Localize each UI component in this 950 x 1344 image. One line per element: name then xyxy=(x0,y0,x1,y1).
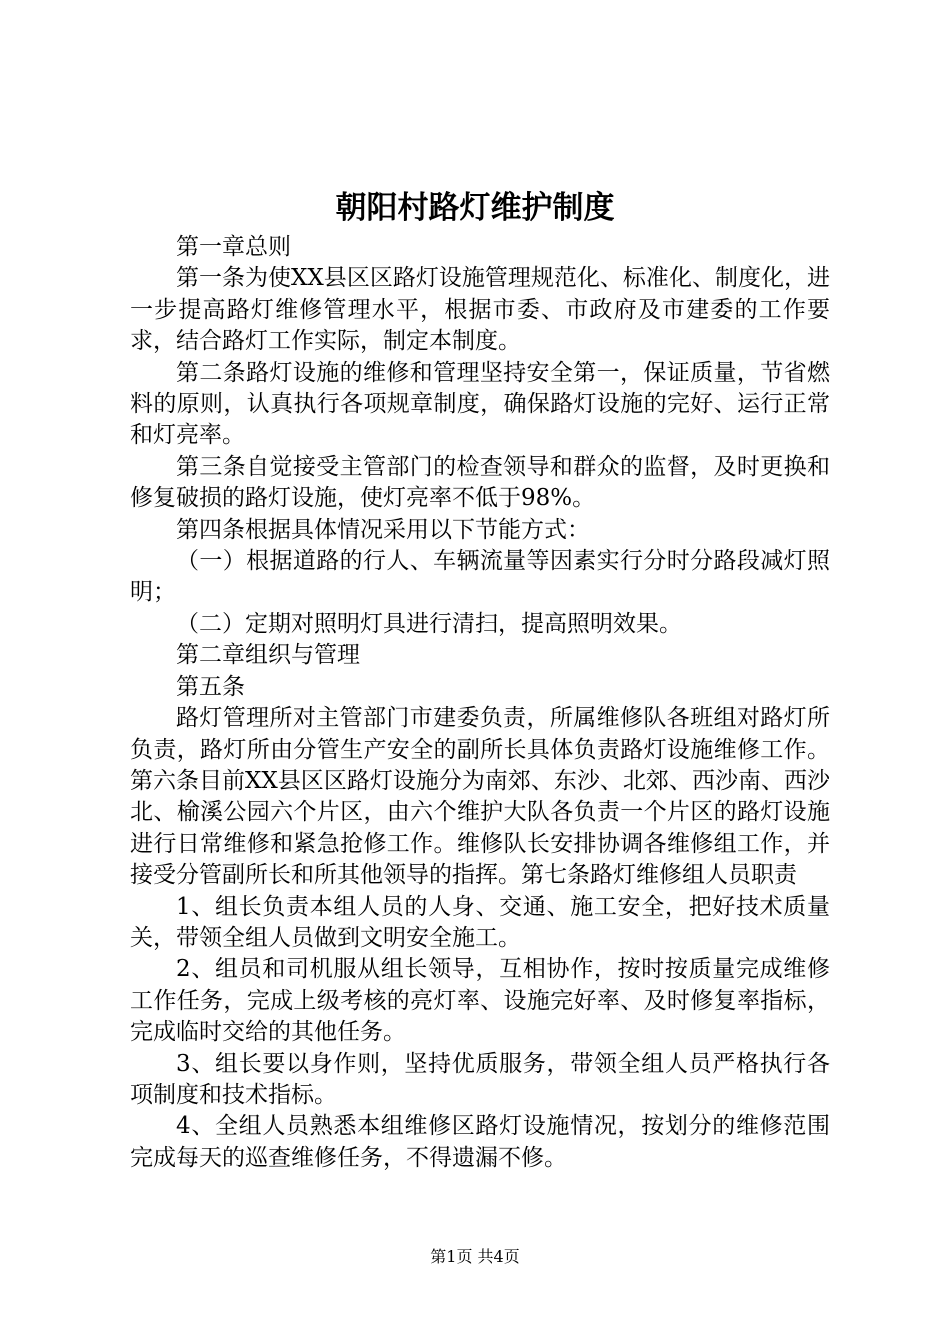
article-paragraph: 第二条路灯设施的维修和管理坚持安全第一，保证质量，节省燃料的原则，认真执行各项规章制度，确保路灯设施的完好、运行正常和灯亮率。 xyxy=(130,359,830,449)
page-number-footer: 第1页 共4页 xyxy=(430,1247,520,1266)
article-paragraph: 路灯管理所对主管部门市建委负责，所属维修队各班组对路灯所负责，路灯所由分管生产安全的副所长具体负责路灯设施维修工作。第六条目前XX县区区路灯设施分为南郊、东沙、北郊、西沙南、西沙北、榆溪公园六个片区，由六个维护大队各负责一个片区的路灯设施进行日常维修和紧急抢修工作。维修队长安排协调各维修组工作，并接受分管副所长和所其他领导的指挥。第七条路灯维修组人员职责 xyxy=(130,705,830,889)
list-item: 1、组长负责本组人员的人身、交通、施工安全，把好技术质量关，带领全组人员做到文明安全施工。 xyxy=(130,893,830,951)
list-item: （二）定期对照明灯具进行清扫，提高照明效果。 xyxy=(176,610,682,637)
article-paragraph: 第四条根据具体情况采用以下节能方式： xyxy=(176,516,590,543)
list-item: 4、全组人员熟悉本组维修区路灯设施情况，按划分的维修范围完成每天的巡查维修任务，不得遗漏不修。 xyxy=(130,1113,830,1171)
document-title: 朝阳村路灯维护制度 xyxy=(335,190,615,226)
list-item: （一）根据道路的行人、车辆流量等因素实行分时分路段减灯照明； xyxy=(130,548,830,606)
list-item: 3、组长要以身作则，坚持优质服务，带领全组人员严格执行各项制度和技术指标。 xyxy=(130,1050,830,1108)
article-paragraph: 第一条为使XX县区区路灯设施管理规范化、标准化、制度化，进一步提高路灯维修管理水平，根据市委、市政府及市建委的工作要求，结合路灯工作实际，制定本制度。 xyxy=(130,265,830,355)
chapter-heading: 第一章总则 xyxy=(176,234,291,260)
article-heading: 第五条 xyxy=(176,673,245,700)
article-paragraph: 第三条自觉接受主管部门的检查领导和群众的监督，及时更换和修复破损的路灯设施，使灯亮率不低于98%。 xyxy=(130,453,830,512)
list-item: 2、组员和司机服从组长领导，互相协作，按时按质量完成维修工作任务，完成上级考核的亮灯率、设施完好率、及时修复率指标，完成临时交给的其他任务。 xyxy=(130,956,830,1046)
chapter-heading: 第二章组织与管理 xyxy=(176,642,360,669)
document-body xyxy=(130,232,830,1174)
